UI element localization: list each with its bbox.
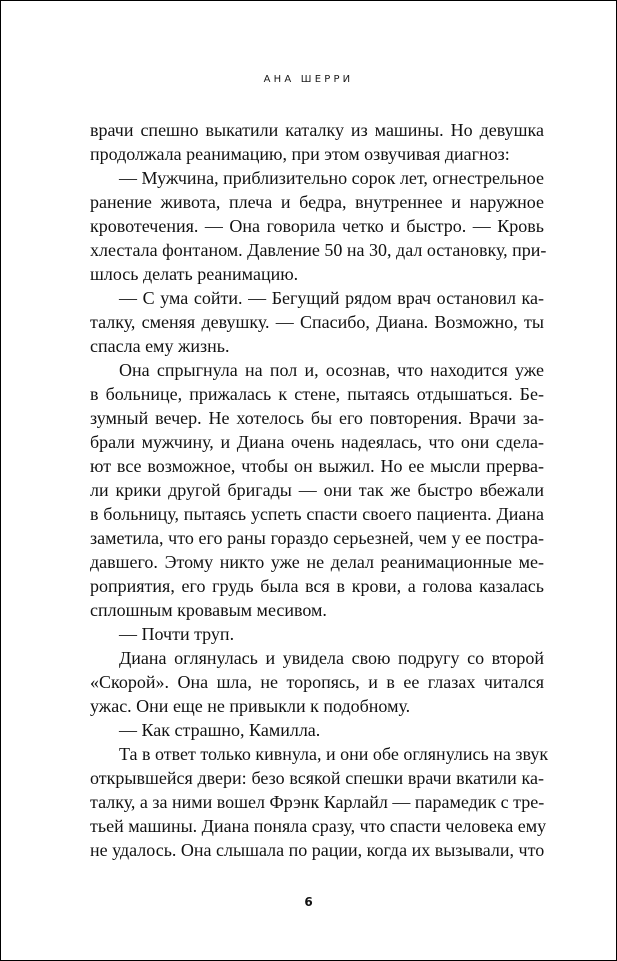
text-line: кровотечения. — Она говорила четко и быстро. — Кровь (90, 216, 544, 236)
text-line: Диана оглянулась и увидела свою подругу со второй (119, 648, 544, 668)
text-line: открывшейся двери: безо всякой спешки врачи вкатили ка- (90, 768, 544, 788)
text-line: талку, а за ними вошел Фрэнк Карлайл — парамедик с тре- (90, 792, 545, 812)
text-line: брали мужчину, и Диана очень надеялась, что они сдела- (90, 432, 544, 452)
text-line: — Как страшно, Камилла. (119, 720, 321, 740)
text-line: ли крики другой бригады — они так же быстро вбежали (90, 480, 544, 500)
text-line: спасла ему жизнь. (90, 336, 230, 356)
text-line: сплошным кровавым месивом. (90, 600, 327, 620)
text-line: — Мужчина, приблизительно сорок лет, огнестрельное (119, 168, 544, 188)
text-line: давшего. Этому никто уже не делал реанимационные ме- (90, 552, 544, 572)
text-line: ранение живота, плеча и бедра, внутреннее и наружное (90, 192, 544, 212)
text-line: Она спрыгнула на пол и, осознав, что находится уже (119, 360, 544, 380)
text-line: продолжала реанимацию, при этом озвучивая диагноз: (90, 144, 510, 164)
text-line: роприятия, его грудь была вся в крови, а голова казалась (90, 576, 544, 596)
text-line: заметила, что его раны гораздо серьезней, чем у ее постра- (90, 528, 544, 548)
page-number: 6 (304, 895, 313, 909)
text-line: не удалось. Она слышала по рации, когда их вызывали, что (90, 840, 545, 860)
text-line: в больницу, пытаясь успеть спасти своего пациента. Диана (90, 504, 544, 524)
body-text (90, 118, 549, 862)
running-head: АНА ШЕРРИ (263, 74, 354, 85)
text-line: талку, сменяя девушку. — Спасибо, Диана. Возможно, ты (90, 312, 544, 332)
text-line: тьей машины. Диана поняла сразу, что спасти человека ему (90, 816, 547, 836)
text-line: — С ума сойти. — Бегущий рядом врач остановил ка- (119, 288, 544, 308)
text-line: «Скорой». Она шла, не торопясь, и в ее глазах читался (90, 672, 544, 692)
text-line: Та в ответ только кивнула, и они обе оглянулись на звук (119, 744, 549, 764)
text-line: в больнице, прижалась к стене, пытаясь отдышаться. Бе- (90, 384, 544, 404)
text-line: хлестала фонтаном. Давление 50 на 30, дал остановку, при- (90, 240, 547, 260)
text-line: — Почти труп. (119, 624, 235, 644)
text-line: шлось делать реанимацию. (90, 264, 299, 284)
text-line: врачи спешно выкатили каталку из машины. Но девушка (90, 120, 544, 140)
text-line: зумный вечер. Не хотелось бы его повторения. Врачи за- (90, 408, 544, 428)
text-line: ют все возможное, чтобы он выжил. Но ее мысли прерва- (90, 456, 544, 476)
text-line: ужас. Они еще не привыкли к подобному. (90, 696, 411, 716)
